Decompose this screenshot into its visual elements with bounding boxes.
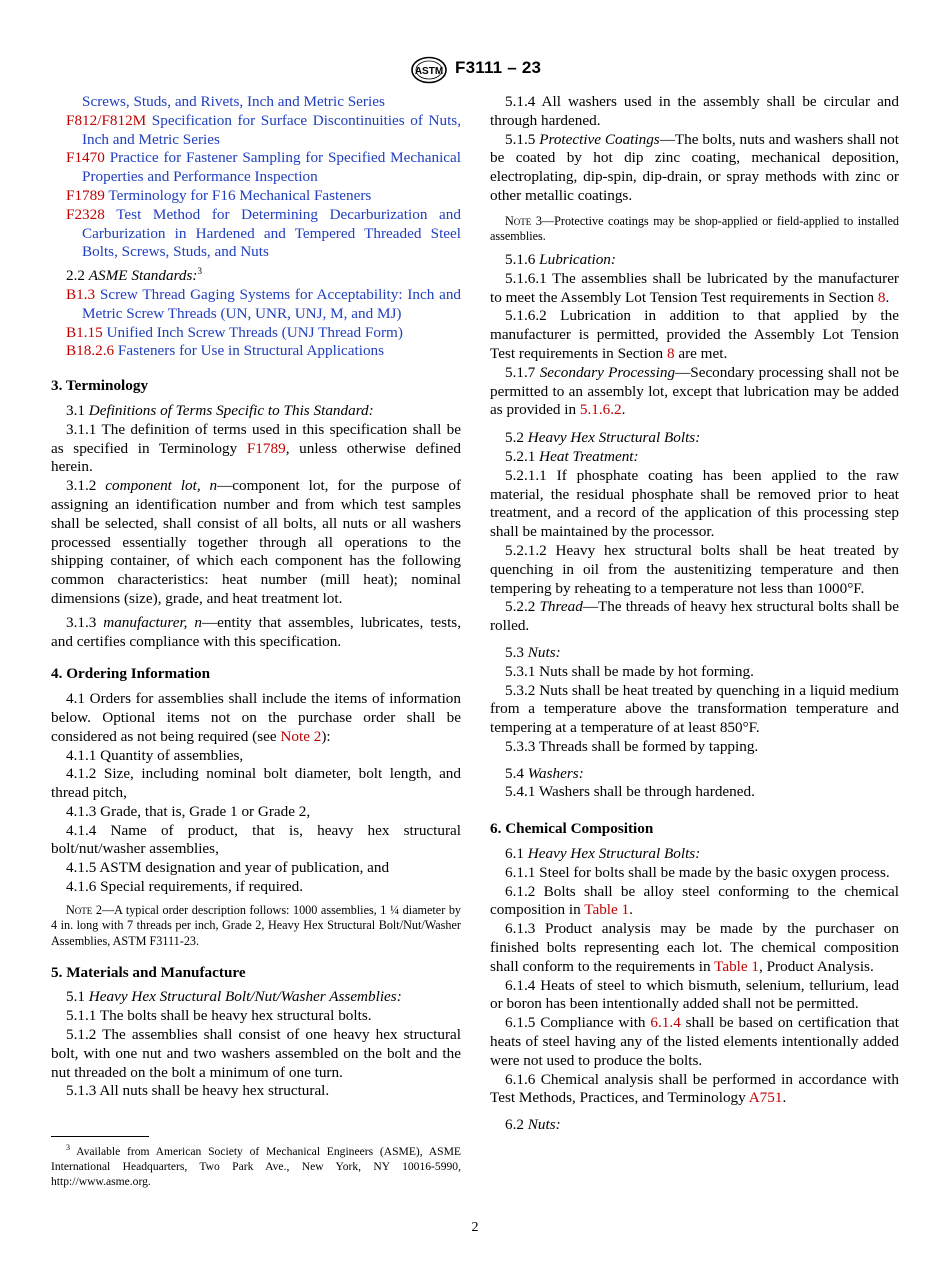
paragraph: 3.1.3 manufacturer, n—entity that assembles, lubricates, tests, and certifies compliance with this specification.	[51, 613, 462, 650]
paragraph: 5.1.4 All washers used in the assembly shall be circular and through hardened.	[490, 93, 899, 129]
list-item: 4.1.4 Name of product, that is, heavy hex structural bolt/nut/washer assemblies,	[51, 821, 461, 858]
section-heading-chemical: 6. Chemical Composition	[490, 820, 654, 838]
reference-link[interactable]: B18.2.6	[66, 342, 115, 360]
reference-link[interactable]: F1789	[66, 186, 105, 204]
list-item: 5.3.2 Nuts shall be heat treated by quenching in a liquid medium from a temperature above the transformation temperature and tempering at a temperature of at least 850°F.	[490, 681, 899, 737]
paragraph: 6.1.3 Product analysis may be made by the purchaser on finished bolts representing each lot. The chemical composition shall conform to the requirements in Table 1, Product Analysis.	[490, 920, 899, 975]
paragraph: 6.1.1 Steel for bolts shall be made by the basic oxygen process.	[505, 863, 890, 881]
paragraph: 3.1.1 The definition of terms used in this specification shall be as specified in Terminology F1789, unless otherwise defined herein.	[51, 420, 461, 476]
paragraph: 5.1 Heavy Hex Structural Bolt/Nut/Washer Assemblies:	[66, 988, 402, 1006]
right-column	[490, 93, 899, 1135]
inline-link[interactable]: Table 1	[714, 957, 760, 975]
reference-item: F1789 Terminology for F16 Mechanical Fasteners	[66, 186, 372, 204]
inline-link[interactable]: 8	[877, 288, 886, 306]
paragraph: 5.1.5 Protective Coatings—The bolts, nuts and washers shall not be coated by hot dip zinc coating, mechanical deposition, electroplating, dip-spin, dip-drain, or spray methods with zinc or other metallic coatings.	[490, 130, 899, 204]
list-item: 5.1.3 All nuts shall be heavy hex structural.	[66, 1082, 330, 1100]
paragraph: 6.1.5 Compliance with 6.1.4 shall be based on certification that heats of steel having any of the listed elements intentionally added were not used to produce the bolts.	[490, 1014, 899, 1069]
paragraph: 5.2.2 Thread—The threads of heavy hex structural bolts shall be rolled.	[490, 598, 899, 635]
paragraph: 5.2.1.1 If phosphate coating has been applied to the raw material, the residual phosphate shall be removed prior to heat treatment, and a record of the application of this processing step shall be maintained by the processor.	[490, 466, 899, 541]
list-item: 5.3.1 Nuts shall be made by hot forming.	[505, 662, 754, 680]
list-item: 4.1.1 Quantity of assemblies,	[66, 746, 244, 764]
paragraph: 5.2 Heavy Hex Structural Bolts:	[505, 429, 701, 447]
list-item: 5.3.3 Threads shall be formed by tapping.	[505, 737, 759, 755]
astm-logo-icon	[410, 56, 448, 84]
paragraph: 5.2.1 Heat Treatment:	[505, 447, 639, 465]
left-column	[51, 93, 461, 1101]
paragraph: 3.1.2 component lot, n—component lot, for the purpose of assigning an identification number and from which test samples shall be selected, shall consist of all bolts, all nuts or all washers processed essentially together through all operations to the shipping container, of which each component has the following common characteristics: heat number (mill heat); nominal dimensions (size), grade, and heat treatment lot.	[51, 477, 462, 607]
reference-link[interactable]: B1.15	[66, 323, 103, 341]
reference-item: B1.3 Screw Thread Gaging Systems for Acceptability: Inch and Metric Screw Threads (UN, UNR, UNJ, M, and MJ)	[66, 285, 462, 322]
reference-item: F1470 Practice for Fastener Sampling for Specified Mechanical Properties and Performance Inspection	[66, 149, 462, 186]
reference-item: B18.2.6 Fasteners for Use in Structural Applications	[66, 342, 385, 360]
reference-link[interactable]: B1.3	[66, 285, 96, 303]
list-item: 5.1.2 The assemblies shall consist of one heavy hex structural bolt, with one nut and two washers assembled on the bolt and the nut threaded on the bolt a minimum of one turn.	[51, 1026, 461, 1081]
note-2: Note 2—A typical order description follows: 1000 assemblies, 1 ¼ diameter by 4 in. long with 7 threads per inch, Grade 2, Heavy Hex Structural Bolt/Nut/Washer Assemblies, ASTM F3111-23.	[51, 902, 462, 949]
paragraph: 4.1 Orders for assemblies shall include the items of information below. Optional items not on the purchase order shall be considered as not being required (see Note 2):	[51, 690, 461, 745]
document-id: F3111 – 23	[455, 58, 542, 77]
section-heading-terminology: 3. Terminology	[51, 377, 149, 395]
inline-link[interactable]: Note 2	[280, 727, 322, 745]
section-heading-materials: 5. Materials and Manufacture	[51, 963, 246, 981]
reference-item: B1.15 Unified Inch Screw Threads (UNJ Thread Form)	[66, 323, 403, 341]
inline-link[interactable]: 6.1.4	[650, 1014, 681, 1032]
list-item: 4.1.2 Size, including nominal bolt diameter, bolt length, and thread pitch,	[51, 765, 461, 802]
paragraph: 3.1 Definitions of Terms Specific to This Standard:	[66, 401, 374, 419]
inline-link[interactable]: 8	[666, 344, 675, 362]
reference-continuation: Screws, Studs, and Rivets, Inch and Metric Series	[82, 93, 385, 110]
list-item: 5.4.1 Washers shall be through hardened.	[505, 783, 755, 801]
asme-standards-heading: 2.2 ASME Standards:$^3$	[66, 266, 202, 285]
paragraph: 6.1.6 Chemical analysis shall be performed in accordance with Test Methods, Practices, and Terminology A751.	[490, 1070, 899, 1107]
paragraph: 5.1.6.1 The assemblies shall be lubricated by the manufacturer to meet the Assembly Lot Tension Test requirements in Section 8.	[490, 269, 899, 306]
reference-item: F2328 Test Method for Determining Decarburization and Carburization in Hardened and Tempered Threaded Steel Bolts, Screws, Studs, and Nuts	[66, 205, 461, 261]
page-number: 2	[471, 1220, 479, 1235]
inline-link[interactable]: F1789	[246, 439, 286, 457]
list-item: 4.1.3 Grade, that is, Grade 1 or Grade 2,	[66, 802, 311, 820]
paragraph: 5.2.1.2 Heavy hex structural bolts shall be heat treated by quenching in oil from the austenitizing temperature and then tempering by reheating to a temperature not less than 1000°F.	[490, 541, 899, 597]
reference-link[interactable]: F1470	[66, 149, 105, 167]
footnote: $^3$ Available from American Society of Mechanical Engineers (ASME), ASME International Headquarters, Two Park Ave., New York, NY 10016-5990, http://www.asme.org.	[51, 1143, 461, 1188]
paragraph: 6.2 Nuts:	[505, 1116, 561, 1134]
note-3: Note 3—Protective coatings may be shop-applied or field-applied to installed assemblies.	[490, 213, 899, 244]
paragraph: 5.1.6 Lubrication:	[505, 250, 616, 268]
inline-link[interactable]: A751	[748, 1089, 783, 1107]
reference-link[interactable]: F2328	[66, 205, 105, 223]
paragraph: 5.1.7 Secondary Processing—Secondary processing shall not be permitted to an assembly lot, except that lubrication may be added as provided in 5.1.6.2.	[490, 363, 900, 419]
list-item: 4.1.6 Special requirements, if required.	[66, 878, 304, 896]
inline-link[interactable]: Table 1	[584, 901, 630, 919]
footnote-divider	[51, 1136, 149, 1137]
paragraph: 5.3 Nuts:	[505, 643, 561, 661]
paragraph: 6.1.4 Heats of steel to which bismuth, selenium, tellurium, lead or boron has been intentionally added shall not be permitted.	[490, 976, 899, 1013]
page-header	[0, 56, 950, 86]
paragraph: 6.1.2 Bolts shall be alloy steel conforming to the chemical composition in Table 1.	[490, 882, 899, 919]
paragraph: 5.1.6.2 Lubrication in addition to that applied by the manufacturer is permitted, provided the Assembly Lot Tension Test requirements in Section 8 are met.	[490, 307, 899, 362]
list-item: 5.1.1 The bolts shall be heavy hex structural bolts.	[66, 1007, 372, 1025]
section-heading-ordering: 4. Ordering Information	[51, 665, 211, 683]
reference-link[interactable]: F812/F812M	[66, 111, 147, 129]
paragraph: 5.4 Washers:	[505, 764, 584, 782]
reference-item: F812/F812M Specification for Surface Discontinuities of Nuts, Inch and Metric Series	[66, 111, 462, 148]
list-item: 4.1.5 ASTM designation and year of publication, and	[66, 859, 390, 877]
svg-text:ASTM: ASTM	[414, 66, 444, 77]
paragraph: 6.1 Heavy Hex Structural Bolts:	[505, 845, 701, 863]
inline-link[interactable]: 5.1.6.2	[579, 401, 622, 419]
